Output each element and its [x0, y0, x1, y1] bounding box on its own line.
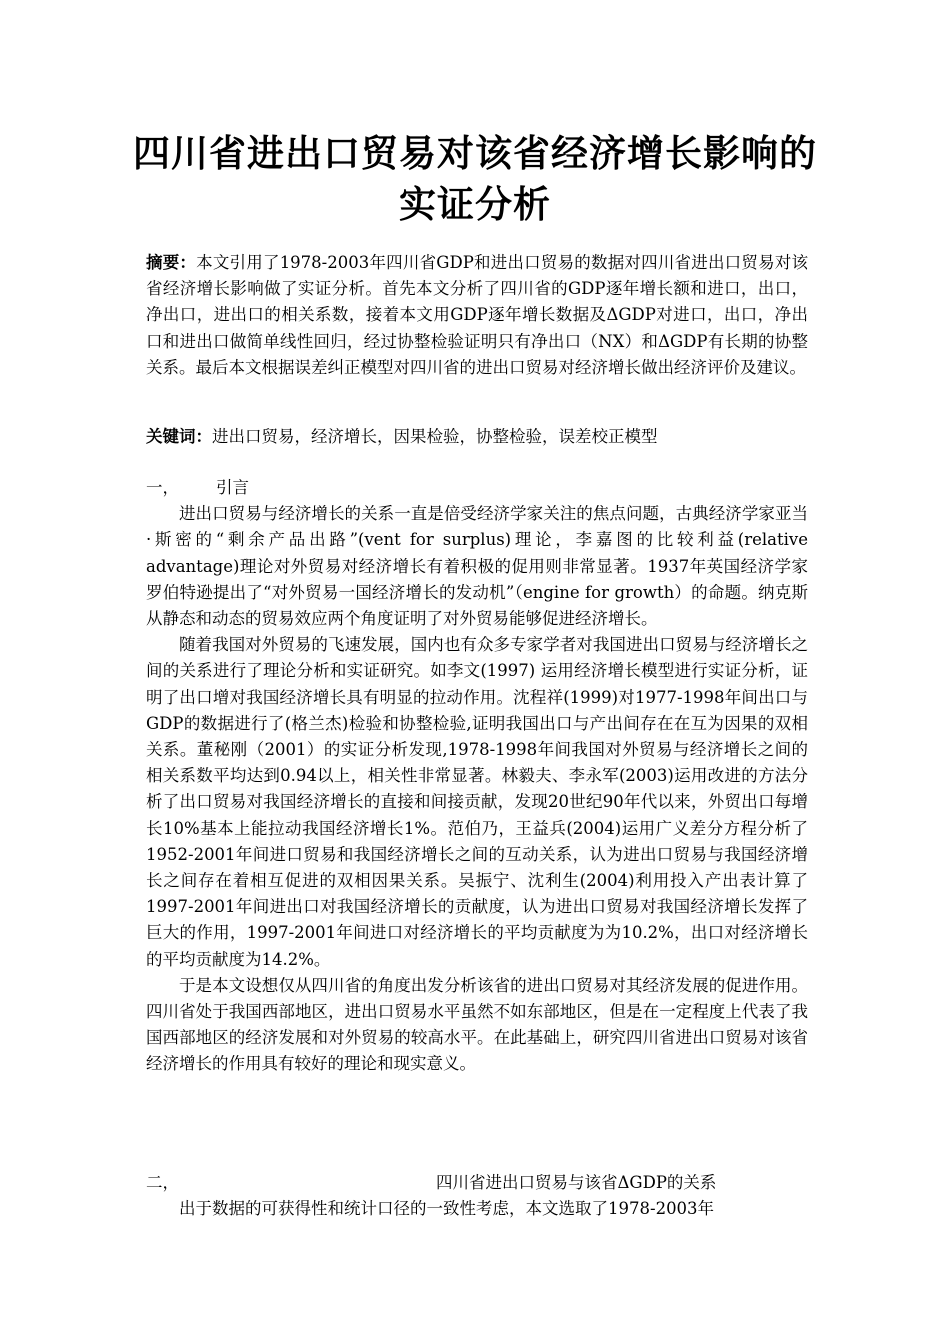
keywords-text: 进出口贸易，经济增长，因果检验，协整检验，误差校正模型 — [212, 427, 658, 446]
section-introduction — [146, 475, 808, 1078]
paragraph: 出于数据的可获得性和统计口径的一致性考虑，本文选取了1978-2003年 — [179, 1199, 715, 1219]
section-heading — [146, 1170, 808, 1196]
abstract — [146, 250, 808, 381]
section-title: 引言 — [216, 478, 249, 497]
paragraph: 进出口贸易与经济增长的关系一直是倍受经济学家关注的焦点问题，古典经济学家亚当·斯密的“剩余产品出路”(vent for surplus)理论，李嘉图的比较利益(relative advantage)理论对外贸易对经济增长有着积极的促用则非常显著。1937年英国经济学家罗伯特逊提出了“对外贸易一国经济增长的发动机”（engine for growth）的命题。纳克斯从静态和动态的贸易效应两个角度证明了对外贸易能够促进经济增长。 — [146, 504, 808, 629]
paragraph: 于是本文设想仅从四川省的角度出发分析该省的进出口贸易对其经济发展的促进作用。四川省处于我国西部地区，进出口贸易水平虽然不如东部地区，但是在一定程度上代表了我国西部地区的经济发展和对外贸易的较高水平。在此基础上，研究四川省进出口贸易对该省经济增长的作用具有较好的理论和现实意义。 — [146, 975, 808, 1074]
section-gdp-relation — [146, 1170, 808, 1222]
section-number: 一， — [146, 478, 179, 497]
abstract-label: 摘要： — [146, 253, 197, 272]
abstract-text: 本文引用了1978-2003年四川省GDP和进出口贸易的数据对四川省进出口贸易对该省经济增长影响做了实证分析。首先本文分析了四川省的GDP逐年增长额和进口，出口，净出口，进出口的相关系数，接着本文用GDP逐年增长数据及ΔGDP对进口，出口，净出口和进出口做简单线性回归，经过协整检验证明只有净出口（NX）和ΔGDP有长期的协整关系。最后本文根据误差纠正模型对四川省的进出口贸易对经济增长做出经济评价及建议。 — [146, 253, 809, 377]
keywords — [146, 424, 808, 450]
section-number: 二， — [146, 1173, 179, 1192]
section-heading — [146, 475, 808, 501]
section-title: 四川省进出口贸易与该省ΔGDP的关系 — [436, 1173, 717, 1192]
paragraph: 随着我国对外贸易的飞速发展，国内也有众多专家学者对我国进出口贸易与经济增长之间的关系进行了理论分析和实证研究。如李文(1997) 运用经济增长模型进行实证分析，证明了出口增对我国经济增长具有明显的拉动作用。沈程祥(1999)对1977-1998年间出口与GDP的数据进行了(格兰杰)检验和协整检验,证明我国出口与产出间存在在互为因果的双相关系。董秘刚（2001）的实证分析发现,1978-1998年间我国对外贸易与经济增长之间的相关系数平均达到0.94以上，相关性非常显著。林毅夫、李永军(2003)运用改进的方法分析了出口贸易对我国经济增长的直接和间接贡献，发现20世纪90年代以来，外贸出口每增长10%基本上能拉动我国经济增长1%。范伯乃，王益兵(2004)运用广义差分方程分析了1952-2001年间进口贸易和我国经济增长之间的互动关系，认为进出口贸易与我国经济增长之间存在着相互促进的双相因果关系。吴振宁、沈利生(2004)利用投入产出表计算了1997-2001年间进出口对我国经济增长的贡献度，认为进出口贸易对我国经济增长发挥了巨大的作用，1997-2001年间进口对经济增长的平均贡献度为为10.2%，出口对经济增长的平均贡献度为14.2%。 — [146, 635, 808, 969]
keywords-label: 关键词： — [146, 427, 212, 446]
paper-title: 四川省进出口贸易对该省经济增长影响的实证分析 — [133, 132, 817, 226]
